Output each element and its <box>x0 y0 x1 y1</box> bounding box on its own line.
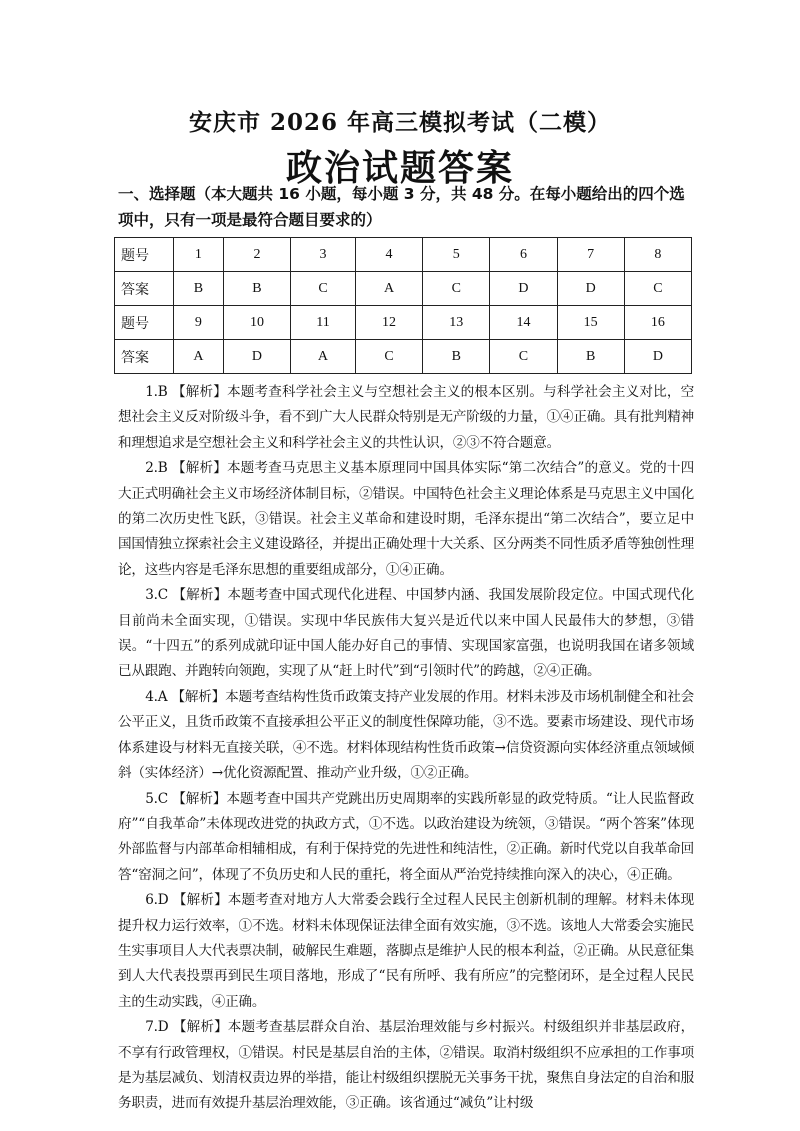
table-cell: 8 <box>624 238 691 272</box>
table-cell: C <box>624 272 691 306</box>
table-row <box>115 306 692 340</box>
row-label: 题号 <box>115 238 174 272</box>
table-cell: C <box>423 272 490 306</box>
explanation-6: 6.D 【解析】本题考查对地方人大常委会践行全过程人民民主创新机制的理解。材料未体现提升权力运行效率，①不选。材料未体现保证法律全面有效实施，③不选。该地人大常委会实施民生实事项目人大代表票决制，破解民生难题，落脚点是维护人民的根本利益，②正确。从民意征集到人大代表投票再到民生项目落地，形成了“民有所呼、我有所应”的完整闭环，是全过程人民民主的生动实践，④正确。 <box>118 892 694 1010</box>
answer-table <box>114 237 692 374</box>
explanation-1: 1.B 【解析】本题考查科学社会主义与空想社会主义的根本区别。与科学社会主义对比，空想社会主义反对阶级斗争，看不到广大人民群众特别是无产阶级的力量，①④正确。具有批判精神和理想追求是空想社会主义和科学社会主义的共性认识，②③不符合题意。 <box>118 384 694 451</box>
table-cell: C <box>355 340 422 374</box>
table-row <box>115 238 692 272</box>
table-cell: 11 <box>291 306 356 340</box>
table-cell: A <box>174 340 224 374</box>
explanations <box>118 380 694 1117</box>
section-heading: 一、选择题（本大题共 16 小题，每小题 3 分，共 48 分。在每小题给出的四个选项中，只有一项是最符合题目要求的） <box>118 185 685 229</box>
table-cell: D <box>557 272 624 306</box>
table-cell: C <box>490 340 557 374</box>
table-cell: 7 <box>557 238 624 272</box>
explanation-7: 7.D 【解析】本题考查基层群众自治、基层治理效能与乡村振兴。村级组织并非基层政府，不享有行政管理权，①错误。村民是基层自治的主体，②错误。取消村级组织不应承担的工作事项是为基层减负、划清权责边界的举措，能让村级组织摆脱无关事务干扰，聚焦自身法定的自治和服务职责，进而有效提升基层治理效能，③正确。该省通过“减负”让村级 <box>118 1019 694 1112</box>
table-cell: 16 <box>624 306 691 340</box>
table-row <box>115 340 692 374</box>
page-title: 政治试题答案 <box>285 148 514 189</box>
table-cell: D <box>624 340 691 374</box>
exam-title: 安庆市 2026 年高三模拟考试（二模） <box>188 109 612 136</box>
table-cell: 4 <box>355 238 422 272</box>
table-cell: 1 <box>174 238 224 272</box>
explanation-2: 2.B 【解析】本题考查马克思主义基本原理同中国具体实际“第二次结合”的意义。党的十四大正式明确社会主义市场经济体制目标，②错误。中国特色社会主义理论体系是马克思主义中国化的第二次历史性飞跃，③错误。社会主义革命和建设时期，毛泽东提出“第二次结合”，要立足中国国情独立探索社会主义建设路径，并提出正确处理十大关系、区分两类不同性质矛盾等独创性理论，这些内容是毛泽东思想的重要组成部分，①④正确。 <box>118 460 694 578</box>
row-label: 题号 <box>115 306 174 340</box>
row-label: 答案 <box>115 340 174 374</box>
table-cell: A <box>355 272 422 306</box>
table-cell: B <box>174 272 224 306</box>
explanation-4: 4.A 【解析】本题考查结构性货币政策支持产业发展的作用。材料未涉及市场机制健全和社会公平正义，且货币政策不直接承担公平正义的制度性保障功能，③不选。要素市场建设、现代市场体系建设与材料无直接关联，④不选。材料体现结构性货币政策→信贷资源向实体经济重点领域倾斜（实体经济）→优化资源配置、推动产业升级，①②正确。 <box>118 688 694 782</box>
table-cell: A <box>291 340 356 374</box>
table-cell: B <box>557 340 624 374</box>
explanation-5: 5.C 【解析】本题考查中国共产党跳出历史周期率的实践所彰显的政党特质。“让人民监督政府”“自我革命”未体现改进党的执政方式，①不选。以政治建设为统领，③错误。“两个答案”体现外部监督与内部革命相辅相成，有利于保持党的先进性和纯洁性，②正确。新时代党以自我革命回答“窑洞之问”，体现了不负历史和人民的重托，将全面从严治党持续推向深入的决心，④正确。 <box>118 790 694 883</box>
table-cell: D <box>223 340 290 374</box>
table-cell: 10 <box>223 306 290 340</box>
table-cell: 15 <box>557 306 624 340</box>
explanation-3: 3.C 【解析】本题考查中国式现代化进程、中国梦内涵、我国发展阶段定位。中国式现代化目前尚未全面实现，①错误。实现中华民族伟大复兴是近代以来中国人民最伟大的梦想，③错误。“十四五”的系列成就印证中国人能办好自己的事情、实现国家富强，也说明我国在诸多领域已从跟跑、并跑转向领跑，实现了从“赶上时代”到“引领时代”的跨越，②④正确。 <box>118 587 694 680</box>
table-cell: 12 <box>355 306 422 340</box>
table-cell: 14 <box>490 306 557 340</box>
table-cell: 3 <box>291 238 356 272</box>
table-cell: D <box>490 272 557 306</box>
table-cell: 9 <box>174 306 224 340</box>
table-cell: B <box>423 340 490 374</box>
row-label: 答案 <box>115 272 174 306</box>
table-cell: 13 <box>423 306 490 340</box>
table-cell: 5 <box>423 238 490 272</box>
table-cell: C <box>291 272 356 306</box>
table-cell: 2 <box>223 238 290 272</box>
table-cell: 6 <box>490 238 557 272</box>
table-cell: B <box>223 272 290 306</box>
table-row <box>115 272 692 306</box>
